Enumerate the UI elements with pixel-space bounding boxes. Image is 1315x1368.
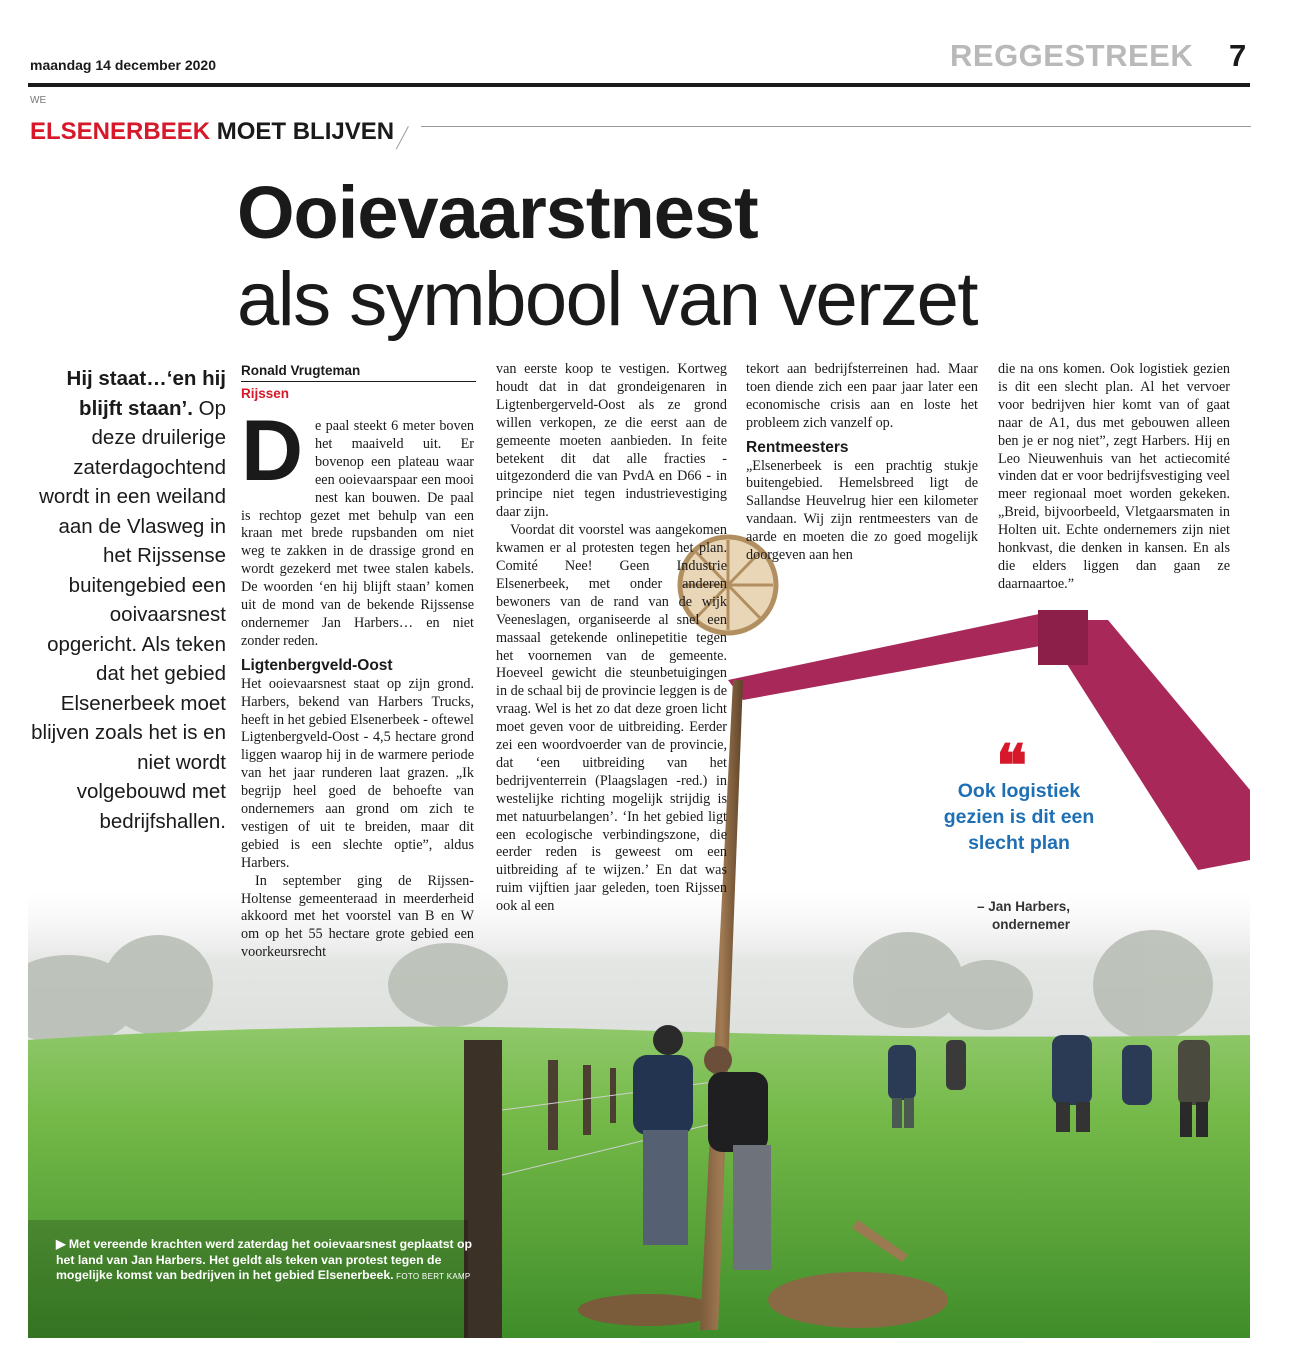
edition-code: WE [30, 95, 47, 106]
photo-caption [56, 1237, 476, 1285]
byline: Ronald Vrugteman [241, 363, 361, 378]
dateline: Rijssen [241, 386, 290, 401]
photo-credit: FOTO BERT KAMP [393, 1272, 471, 1282]
paragraph-2: Het ooievaarsnest staat op zijn grond. Harbers, bekend van Harbers Trucks, heeft in het gebied Elsenerbeek - oftewel Ligtenbergveld-Oost - 4,5 hectare grond liggen waarop hij in de warmere periode van het jaar runderen laat grazen. „Ik begrijp heel goed de behoefte van ondernemers aan grond om zich te vestigen of uit te breiden, maar dit gebied is een slechte optie”, aldus Harbers. [241, 675, 474, 871]
paragraph-7: die na ons komen. Ook logistiek gezien is dit een slecht plan. Al het vervoer voor bedrijven hier komt van of gaat naar de A1, dus met gebouwen alleen ben je er nog niet”, zegt Harbers. Hij en Leo Nieuwenhuis van het actiecomité vinden dat er voor bedrijfsvestiging veel meer regionaal moet worden gekeken. „Breid, bijvoorbeeld, Vletgaarsmaten in Holten uit. Echte ondernemers zijn niet honkvast, die denken in kansen. En als die elders liggen dan gaan ze daarnaartoe.” [998, 361, 1230, 592]
quote-source-role: ondernemer [991, 917, 1070, 932]
paragraph-6: „Elsenerbeek is een prachtig stukje buitengebied. Hemelsbreed ligt de Sallandse Heuvelrug hier een kilometer vandaan. Wij zijn rentmeesters van de aarde en moeten die zo goed mogelijk doorgeven aan hen [746, 457, 978, 564]
kicker-rule [421, 126, 1251, 127]
paragraph-4: Voordat dit voorstel was aangekomen kwamen er al protesten tegen het plan. Comité Nee! Geen Industrie Elsenerbeek, met onder anderen bewoners van de rand van de wijk Veeneslagen, organiseerde al snel een massaal getekende onlinepetitie tegen het voornemen van de gemeente. Hoeveel gewicht die steunbetuigingen in de schaal bij de provincie leggen is de vraag. Wel is het zo dat deze groen licht moet geven voor de uitbreiding. Eerder zei een woordvoerder van de provincie, dat ‘een uitbreiding van het bedrijventerrein (Plaagslagen -red.) in westelijke richting mogelijk strijdig is met natuurbelangen’. ‘In het gebied ligt een ecologische verbindingszone, die eerder reden is geweest om een uitbreiding af te wijzen.’ En dat was ruim vijftien jaar geleden, toen Rijssen ook al een [496, 522, 727, 915]
byline-rule [241, 381, 476, 382]
page-number: 7 [1229, 38, 1247, 73]
quote-source-name: – Jan Harbers, [976, 899, 1070, 914]
kicker-red: ELSENERBEEK [30, 118, 211, 145]
subhead-ligtenbergveld: Ligtenbergveld-Oost [241, 656, 393, 674]
kicker [30, 118, 394, 146]
drop-cap: D [241, 403, 304, 499]
paragraph-5: tekort aan bedrijfsterreinen had. Maar toen diende zich een paar jaar later een economische crisis aan en loste het probleem zich vanzelf op. [746, 361, 978, 431]
pull-quote: Ook logistiek gezien is dit een slecht plan [943, 780, 1095, 854]
intro-text [30, 364, 226, 836]
article-column-2 [496, 361, 727, 916]
intro-body: Op deze druilerige zaterdagochtend wordt in een weiland aan de Vlasweg in het Rijssense buitengebied een ooivaarsnest opgericht. Als teken dat het gebied Elsenerbeek moet blijven zoals het is en niet wordt volgebouwd met bedrijfshallen. [31, 396, 226, 833]
intro-bold: Hij staat…‘en hij blijft staan’. [66, 367, 226, 420]
article-column-3 [746, 361, 978, 565]
subhead-rentmeesters: Rentmeesters [746, 438, 849, 456]
quote-attribution [930, 898, 1070, 934]
headline-sub: als symbool van verzet [237, 257, 977, 342]
article-column-1 [241, 403, 474, 962]
section-name: REGGESTREEK [950, 38, 1194, 73]
paragraph-3a: In september ging de Rijssen-Holtense gemeenteraad in meerderheid akkoord met het voorstel van B en W om op het 55 hectare grote gebied een voorkeursrecht [241, 872, 474, 961]
paragraph-3b: van eerste koop te vestigen. Kortweg houdt dat in dat grondeigenaren in Ligtenbergerveld-Oost als ze grond willen verkopen, ze die eerst aan de gemeente moeten aanbieden. In feite betekent dit dat alle fracties - uitgezonderd die van PvdA en D66 - in principe niet tegen industrievestiging daar zijn. [496, 361, 727, 521]
quote-mark-icon: ❝ [996, 734, 1028, 799]
paragraph-1: e paal steekt 6 meter boven het maaiveld uit. Er bovenop een plateau waar een ooievaarspaar een mooi nest kan bouwen. De paal is rechtop gezet met behulp van een kraan met brede rupsbanden om niet weg te zakken in de drassige grond en wordt gezekerd met twee stalen kabels. De woorden ‘en hij blijft staan’ komen uit de mond van de bekende Rijssense ondernemer Jan Harbers… en niet zonder reden. [241, 418, 474, 649]
caption-text: ▶ Met vereende krachten werd zaterdag het ooievaarsnest geplaatst op het land van Jan Harbers. Het geldt als teken van protest tegen de mogelijke komst van bedrijven in het gebied Elsenerbeek. [56, 1237, 473, 1283]
issue-date: maandag 14 december 2020 [30, 57, 216, 73]
header-rule [28, 83, 1250, 87]
article-column-4 [998, 361, 1230, 594]
headline-main: Ooievaarstnest [237, 171, 758, 254]
kicker-black: MOET BLIJVEN [216, 118, 395, 145]
